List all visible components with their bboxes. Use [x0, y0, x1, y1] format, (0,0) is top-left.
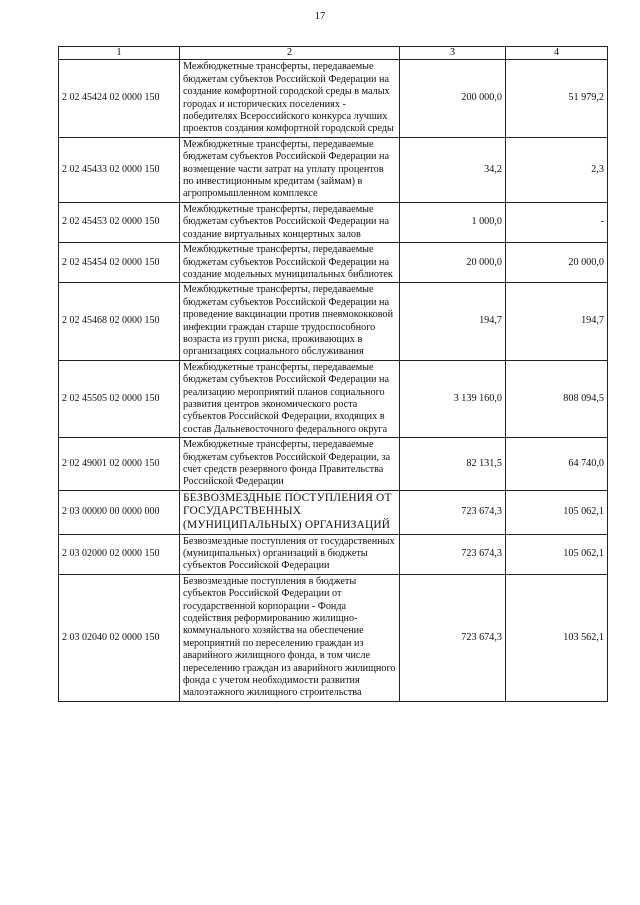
classification-code-cell: 2 03 02000 02 0000 150: [59, 534, 180, 574]
classification-code-cell: 2 02 49001 02 0000 150: [59, 438, 180, 491]
executed-amount-cell: 64 740,0: [506, 438, 608, 491]
classification-code-cell: 2 02 45505 02 0000 150: [59, 360, 180, 437]
header-cell-4: 4: [506, 47, 608, 60]
classification-code-cell: 2 02 45424 02 0000 150: [59, 60, 180, 137]
table-body: [59, 47, 608, 702]
table-row: [59, 574, 608, 701]
table-row: [59, 360, 608, 437]
header-cell-3: 3: [400, 47, 506, 60]
table-row: [59, 243, 608, 283]
executed-amount-cell: 808 094,5: [506, 360, 608, 437]
table-row: [59, 137, 608, 202]
table-row: [59, 202, 608, 242]
table-row: [59, 438, 608, 491]
revenue-name-cell: БЕЗВОЗМЕЗДНЫЕ ПОСТУПЛЕНИЯ ОТ ГОСУДАРСТВЕННЫХ (МУНИЦИПАЛЬНЫХ) ОРГАНИЗАЦИЙ: [180, 490, 400, 534]
revenue-name-cell: Безвозмездные поступления в бюджеты субъектов Российской Федерации от государственной корпорации - Фонда содействия реформированию жилищно-коммунального хозяйства на обеспечение мероприятий по переселению граждан из аварийного жилищного фонда, в том числе переселению граждан из аварийного жилищного фонда с учетом необходимости развития малоэтажного жилищного строительства: [180, 574, 400, 701]
executed-amount-cell: 105 062,1: [506, 534, 608, 574]
approved-amount-cell: 194,7: [400, 283, 506, 360]
executed-amount-cell: 51 979,2: [506, 60, 608, 137]
classification-code-cell: 2 02 45453 02 0000 150: [59, 202, 180, 242]
revenue-name-cell: Межбюджетные трансферты, передаваемые бюджетам субъектов Российской Федерации на создание виртуальных концертных залов: [180, 202, 400, 242]
executed-amount-cell: 194,7: [506, 283, 608, 360]
approved-amount-cell: 1 000,0: [400, 202, 506, 242]
page-number: 17: [314, 11, 326, 22]
classification-code-cell: 2 03 00000 00 0000 000: [59, 490, 180, 534]
approved-amount-cell: 200 000,0: [400, 60, 506, 137]
header-cell-2: 2: [180, 47, 400, 60]
executed-amount-cell: 2,3: [506, 137, 608, 202]
classification-code-cell: 2 02 45454 02 0000 150: [59, 243, 180, 283]
classification-code-cell: 2 03 02040 02 0000 150: [59, 574, 180, 701]
table-row: [59, 490, 608, 534]
approved-amount-cell: 723 674,3: [400, 534, 506, 574]
revenue-name-cell: Межбюджетные трансферты, передаваемые бюджетам субъектов Российской Федерации на создание модельных муниципальных библиотек: [180, 243, 400, 283]
table-row: [59, 534, 608, 574]
approved-amount-cell: 82 131,5: [400, 438, 506, 491]
budget-table: [58, 46, 608, 702]
revenue-name-cell: Межбюджетные трансферты, передаваемые бюджетам субъектов Российской Федерации, за счет средств резервного фонда Правительства Российской Федерации: [180, 438, 400, 491]
revenue-name-cell: Межбюджетные трансферты, передаваемые бюджетам субъектов Российской Федерации на проведение вакцинации против пневмококковой инфекции граждан старше трудоспособного возраста из групп риска, проживающих в организациях социального обслуживания: [180, 283, 400, 360]
classification-code-cell: 2 02 45433 02 0000 150: [59, 137, 180, 202]
table-row: [59, 60, 608, 137]
executed-amount-cell: -: [506, 202, 608, 242]
revenue-name-cell: Межбюджетные трансферты, передаваемые бюджетам субъектов Российской Федерации на реализацию мероприятий планов социального развития центров экономического роста субъектов Российской Федерации, входящих в состав Дальневосточного федерального округа: [180, 360, 400, 437]
executed-amount-cell: 103 562,1: [506, 574, 608, 701]
approved-amount-cell: 20 000,0: [400, 243, 506, 283]
header-cell-1: 1: [59, 47, 180, 60]
approved-amount-cell: 3 139 160,0: [400, 360, 506, 437]
approved-amount-cell: 723 674,3: [400, 490, 506, 534]
classification-code-cell: 2 02 45468 02 0000 150: [59, 283, 180, 360]
approved-amount-cell: 34,2: [400, 137, 506, 202]
table-row: [59, 283, 608, 360]
approved-amount-cell: 723 674,3: [400, 574, 506, 701]
table-header-row: [59, 47, 608, 60]
executed-amount-cell: 20 000,0: [506, 243, 608, 283]
revenue-name-cell: Межбюджетные трансферты, передаваемые бюджетам субъектов Российской Федерации на создание комфортной городской среды в малых городах и исторических поселениях - победителях Всероссийского конкурса лучших проектов создания комфортной городской среды: [180, 60, 400, 137]
executed-amount-cell: 105 062,1: [506, 490, 608, 534]
revenue-name-cell: Безвозмездные поступления от государственных (муниципальных) организаций в бюджеты субъектов Российской Федерации: [180, 534, 400, 574]
revenue-name-cell: Межбюджетные трансферты, передаваемые бюджетам субъектов Российской Федерации на возмещение части затрат на уплату процентов по инвестиционным кредитам (займам) в агропромышленном комплексе: [180, 137, 400, 202]
